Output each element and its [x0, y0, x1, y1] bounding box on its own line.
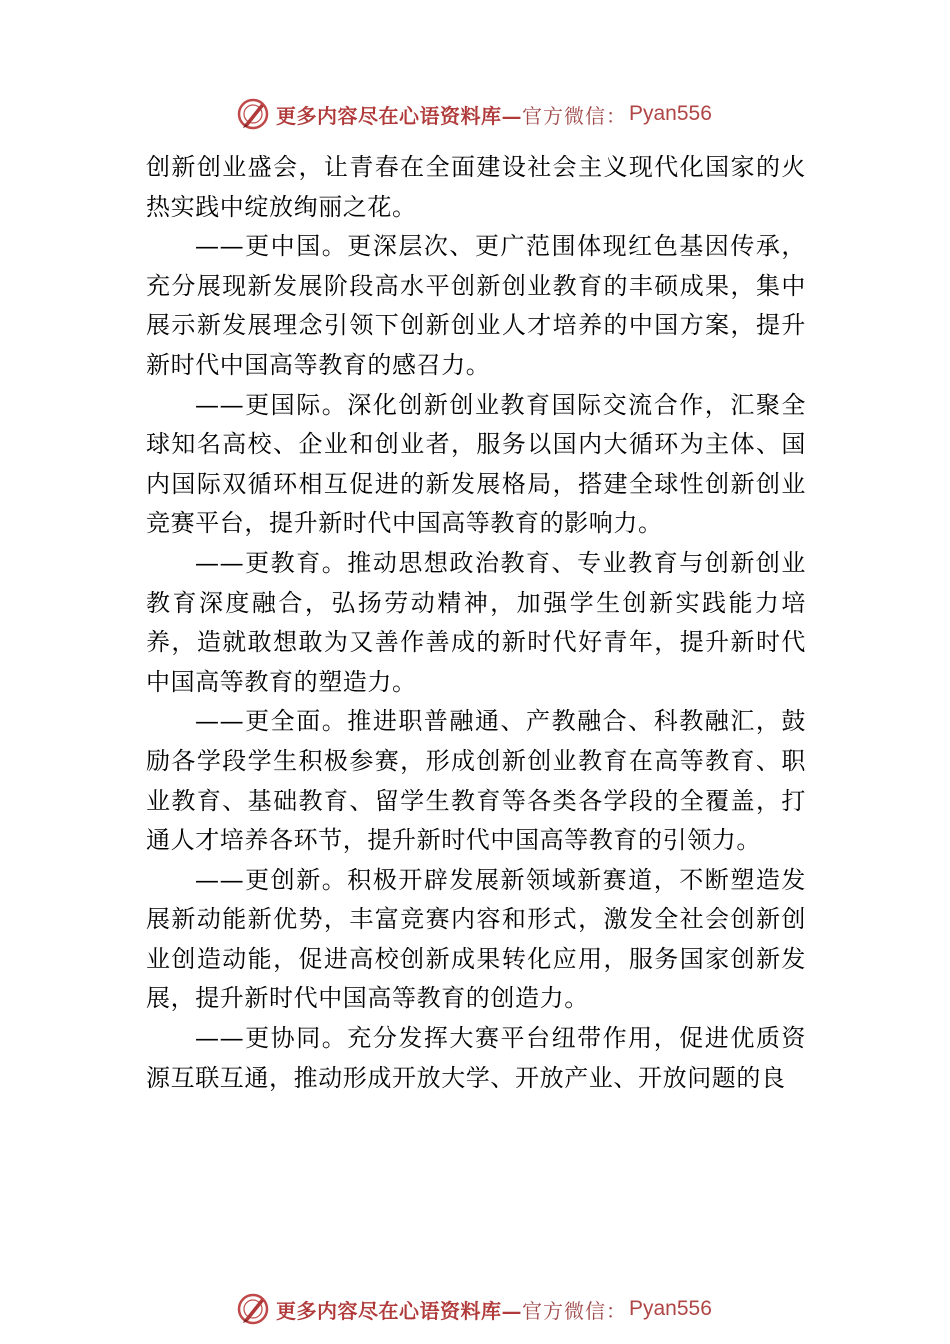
pen-seal-logo-icon — [236, 1292, 270, 1326]
paragraph-more-collaborative: ——更协同。充分发挥大赛平台纽带作用，促进优质资源互联互通，推动形成开放大学、开放产业、开放问题的良 — [146, 1024, 806, 1092]
header-banner-text: 更多内容尽在心语资料库— — [276, 103, 522, 128]
paragraph-more-educational: ——更教育。推动思想政治教育、专业教育与创新创业教育深度融合，弘扬劳动精神，加强学生创新实践能力培养，造就敢想敢为又善作善成的新时代好青年，提升新时代中国高等教育的塑造力。 — [146, 548, 806, 696]
paragraph-more-international: ——更国际。深化创新创业教育国际交流合作，汇聚全球知名高校、企业和创业者，服务以国内大循环为主体、国内国际双循环相互促进的新发展格局，搭建全球性创新创业竞赛平台，提升新时代中国高等教育的影响力。 — [146, 390, 806, 538]
document-body — [146, 148, 806, 1098]
footer-wechat-id: Pyan556 — [629, 1297, 712, 1320]
paragraph-more-innovative: ——更创新。积极开辟发展新领域新赛道，不断塑造发展新动能新优势，丰富竞赛内容和形式，激发全社会创新创业创造动能，促进高校创新成果转化应用，服务国家创新发展，提升新时代中国高等教育的创造力。 — [146, 865, 806, 1013]
header-watermark-banner — [236, 94, 712, 134]
footer-banner-text: 更多内容尽在心语资料库— — [276, 1298, 522, 1323]
paragraph-continuation: 创新创业盛会，让青春在全面建设社会主义现代化国家的火热实践中绽放绚丽之花。 — [146, 153, 806, 221]
footer-wechat-label: 官方微信： — [522, 1298, 627, 1323]
paragraph-more-chinese: ——更中国。更深层次、更广范围体现红色基因传承，充分展现新发展阶段高水平创新创业教育的丰硕成果，集中展示新发展理念引领下创新创业人才培养的中国方案，提升新时代中国高等教育的感召力。 — [146, 232, 806, 379]
pen-seal-logo-icon — [236, 97, 270, 131]
header-wechat-label: 官方微信： — [522, 103, 627, 128]
paragraph-more-comprehensive: ——更全面。推进职普融通、产教融合、科教融汇，鼓励各学段学生积极参赛，形成创新创业教育在高等教育、职业教育、基础教育、留学生教育等各类各学段的全覆盖，打通人才培养各环节，提升新时代中国高等教育的引领力。 — [146, 707, 806, 855]
footer-watermark-banner — [236, 1289, 712, 1329]
header-wechat-id: Pyan556 — [629, 102, 712, 125]
